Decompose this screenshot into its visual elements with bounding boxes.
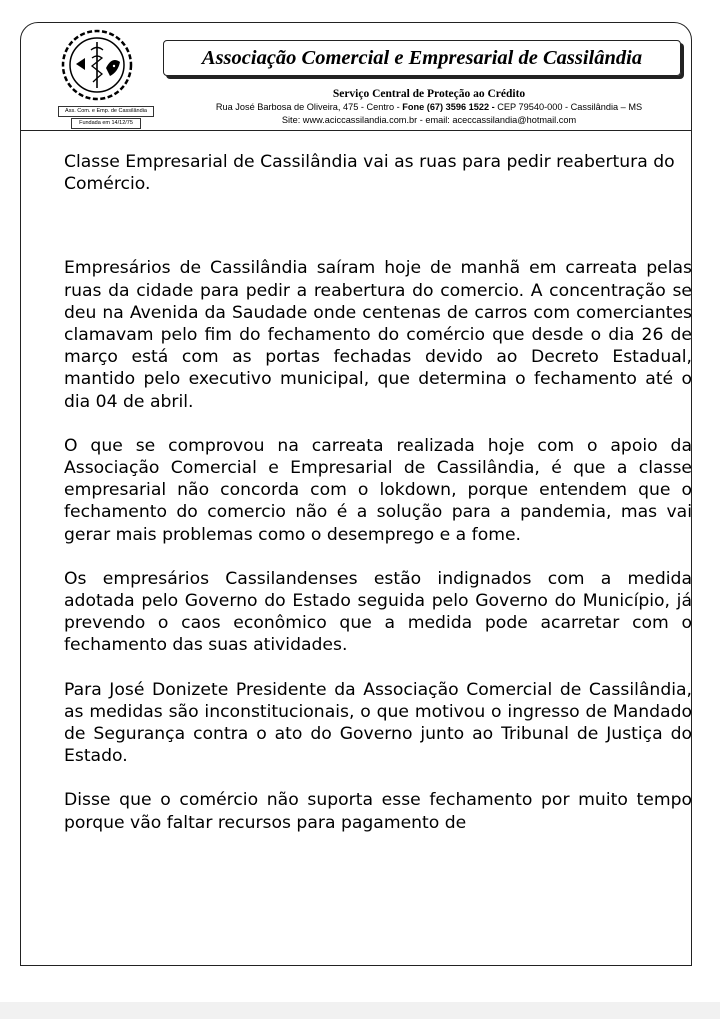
association-logo-icon [60,28,134,102]
article-paragraph: Disse que o comércio não suporta esse fechamento por muito tempo porque vão faltar recursos para pagamento de [64,790,692,833]
article-paragraph: O que se comprovou na carreata realizada hoje com o apoio da Associação Comercial e Empresarial de Cassilândia, é que a classe empresarial não concorda com o lokdown, porque entendem que o fechamento do comercio não é a solução para a pandemia, mas vai gerar mais problemas como o desemprego e a fome. [64,435,692,545]
address-line [158,102,700,112]
article-paragraph: Empresários de Cassilândia saíram hoje de manhã em carreata pelas ruas da cidade para pedir a reabertura do comercio. A concentração se deu na Avenida da Saudade onde centenas de carros com comerciantes clamavam pelo fim do fechamento do comércio que desde o dia 26 de março está com as portas fechadas devido ao Decreto Estadual, mantido pelo executivo municipal, que determina o fechamento até o dia 04 de abril. [64,258,692,412]
association-title: Associação Comercial e Empresarial de Cassilândia [163,40,681,76]
logo-caption-name: Ass. Com. e Emp. de Cassilândia [58,106,154,117]
phone-number: Fone (67) 3596 1522 - [402,102,495,112]
article-paragraph: Para José Donizete Presidente da Associação Comercial de Cassilândia, as medidas são inconstitucionais, o que motivou o ingresso de Mandado de Segurança contra o ato do Governo junto ao Tribunal de Justiça do Estado. [64,679,692,767]
site-email-line: Site: www.aciccassilandia.com.br - email: aceccassilandia@hotmail.com [281,115,577,125]
logo-caption-founded: Fundada em 14/12/75 [71,118,141,129]
address-street: Rua José Barbosa de Oliveira, 475 - Centro - [215,102,403,112]
service-subtitle: Serviço Central de Proteção ao Crédito [332,88,526,100]
header-divider [20,130,692,131]
article-headline: Classe Empresarial de Cassilândia vai as ruas para pedir reabertura do Comércio. [64,152,675,195]
article-body [64,151,692,856]
address-cep: CEP 79540-000 - Cassilândia – MS [494,102,643,112]
article-paragraph: Os empresários Cassilandenses estão indignados com a medida adotada pelo Governo do Estado seguida pelo Governo do Município, já prevendo o caos econômico que a medida pode acarretar com o fechamento das suas atividades. [64,568,692,656]
